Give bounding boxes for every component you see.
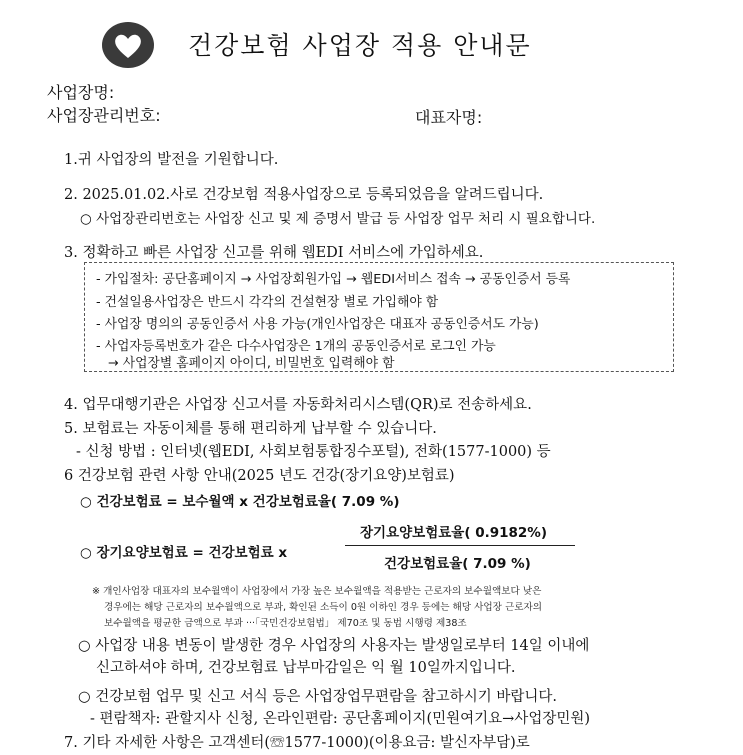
manual-notice: ○ 건강보험 업무 및 신고 서식 등은 사업장업무편람을 참고하시기 바랍니다. xyxy=(78,689,557,705)
formula-numerator: 장기요양보험료율( 0.9182%) xyxy=(360,525,547,541)
item-6: 6 건강보험 관련 사항 안내(2025 년도 건강(장기요양)보험료) xyxy=(64,468,455,484)
footnote-line: ※ 개인사업장 대표자의 보수월액이 사업장에서 가장 높은 보수월액을 적용받는 근로자의 보수월액보다 낮은 xyxy=(92,586,542,597)
box-line: → 사업장별 홈페이지 아이디, 비밀번호 입력해야 함 xyxy=(108,356,395,371)
item-3: 3. 정확하고 빠른 사업장 신고를 위해 웹EDI 서비스에 가입하세요. xyxy=(64,245,484,261)
box-line: - 건설일용사업장은 반드시 각각의 건설현장 별로 가입해야 함 xyxy=(96,295,439,310)
item-7: 7. 기타 자세한 사항은 고객센터(☏1577-1000)(이용요금: 발신자부담)로 xyxy=(64,735,530,751)
box-line: - 사업장 명의의 공동인증서 사용 가능(개인사업장은 대표자 공동인증서도 가능) xyxy=(96,317,539,332)
item-5: 5. 보험료는 자동이체를 통해 편리하게 납부할 수 있습니다. xyxy=(64,421,437,437)
item-4: 4. 업무대행기관은 사업장 신고서를 자동화처리시스템(QR)로 전송하세요. xyxy=(64,397,532,413)
footnote-line: 경우에는 해당 근로자의 보수월액으로 부과, 확인된 소득이 0원 이하인 경우 등에는 해당 사업장 근로자의 xyxy=(104,602,543,613)
change-notice: ○ 사업장 내용 변동이 발생한 경우 사업장의 사용자는 발생일로부터 14일 이내에 xyxy=(78,638,590,654)
item-5-sub: - 신청 방법 : 인터넷(웹EDI, 사회보험통합징수포털), 전화(1577-1000) 등 xyxy=(76,444,551,460)
heart-in-circle-icon xyxy=(100,20,156,70)
item-2-note: ○ 사업장관리번호는 사업장 신고 및 제 증명서 발급 등 사업장 업무 처리 시 필요합니다. xyxy=(80,211,596,227)
page-title: 건강보험 사업장 적용 안내문 xyxy=(188,31,532,60)
business-name-label: 사업장명: xyxy=(47,83,115,102)
item-2: 2. 2025.01.02.사로 건강보험 적용사업장으로 등록되었음을 알려드립니다. xyxy=(64,187,544,203)
representative-label: 대표자명: xyxy=(415,108,483,127)
business-number-label: 사업장관리번호: xyxy=(47,106,161,125)
ltc-premium-formula: ○ 장기요양보험료 = 건강보험료 x xyxy=(80,545,288,561)
health-premium-formula: ○ 건강보험료 = 보수월액 x 건강보험료율( 7.09 %) xyxy=(80,494,400,510)
manual-sub: - 편람책자: 관할지사 신청, 온라인편람: 공단홈페이지(민원여기요→사업장민원) xyxy=(90,711,591,727)
box-line: - 가입절차: 공단홈페이지 → 사업장회원가입 → 웹EDI서비스 접속 → 공동인증서 등록 xyxy=(96,272,571,287)
box-line: - 사업자등록번호가 같은 다수사업장은 1개의 공동인증서로 로그인 가능 xyxy=(96,339,496,354)
footnote-line: 보수월액을 평균한 금액으로 부과 ···「국민건강보험법」 제70조 및 동법 시행령 제38조 xyxy=(104,618,467,629)
fraction-bar xyxy=(345,545,575,546)
change-notice-cont: 신고하셔야 하며, 건강보험료 납부마감일은 익 월 10일까지입니다. xyxy=(96,660,516,676)
formula-denominator: 건강보험료율( 7.09 %) xyxy=(384,556,531,572)
item-1: 1.귀 사업장의 발전을 기원합니다. xyxy=(64,152,279,168)
